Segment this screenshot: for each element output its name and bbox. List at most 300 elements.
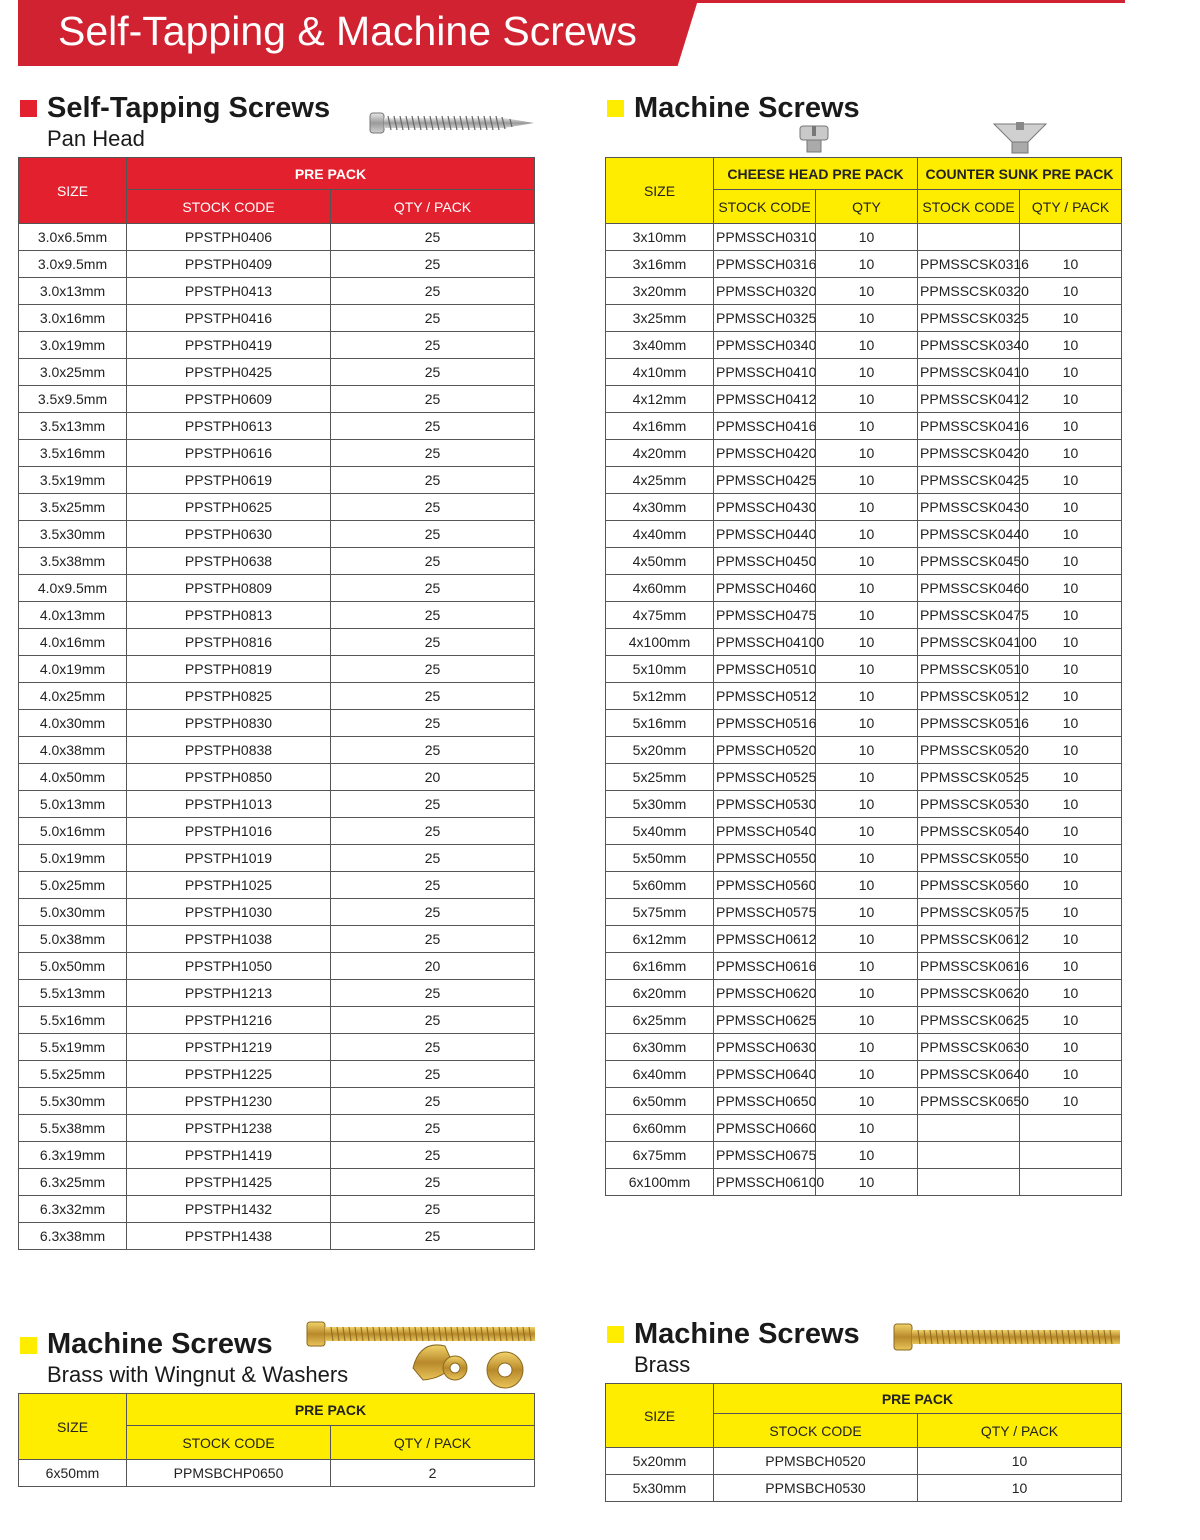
table-cell: PPMSSCH0450 <box>714 548 816 575</box>
table-cell: PPMSSCH0650 <box>714 1088 816 1115</box>
table-cell: 3.0x16mm <box>19 305 127 332</box>
table-cell: 10 <box>1020 440 1122 467</box>
table-cell: PPMSSCSK0460 <box>918 575 1020 602</box>
table-row <box>606 521 1122 548</box>
machine-title: Machine Screws <box>634 92 860 124</box>
table-cell: 10 <box>1020 818 1122 845</box>
table-cell: PPSTPH1038 <box>127 926 331 953</box>
pan-head-screw-image <box>368 108 538 138</box>
table-cell: 4.0x13mm <box>19 602 127 629</box>
table-cell: 4x25mm <box>606 467 714 494</box>
table-cell: PPMSBCH0520 <box>714 1448 918 1475</box>
table-cell: PPMSSCSK0612 <box>918 926 1020 953</box>
table-cell: 10 <box>1020 845 1122 872</box>
table-cell: PPMSSCH0410 <box>714 359 816 386</box>
table-cell: PPSTPH0830 <box>127 710 331 737</box>
table-cell: 5.5x30mm <box>19 1088 127 1115</box>
table-row <box>19 332 535 359</box>
table-cell: PPSTPH0809 <box>127 575 331 602</box>
table-cell: PPMSSCH0640 <box>714 1061 816 1088</box>
self-tapping-table <box>18 157 535 1250</box>
brass-screw-image <box>892 1320 1124 1354</box>
header-pre-pack: PRE PACK <box>714 1384 1122 1414</box>
table-row <box>606 629 1122 656</box>
table-cell: 4x100mm <box>606 629 714 656</box>
table-row <box>606 764 1122 791</box>
table-cell: PPMSSCSK0325 <box>918 305 1020 332</box>
header-size: SIZE <box>19 158 127 224</box>
header-stock-code: STOCK CODE <box>127 1426 331 1460</box>
table-cell: 10 <box>1020 1034 1122 1061</box>
table-row <box>606 1088 1122 1115</box>
table-cell: PPMSSCH0612 <box>714 926 816 953</box>
table-cell: 5.0x30mm <box>19 899 127 926</box>
table-cell: 10 <box>1020 332 1122 359</box>
table-cell: 10 <box>816 386 918 413</box>
table-cell: 5.5x13mm <box>19 980 127 1007</box>
table-cell: PPMSSCSK0410 <box>918 359 1020 386</box>
table-cell: PPMSSCH0660 <box>714 1115 816 1142</box>
table-cell: 5x60mm <box>606 872 714 899</box>
table-row <box>19 683 535 710</box>
table-cell: 5.5x25mm <box>19 1061 127 1088</box>
table-cell: 10 <box>1020 764 1122 791</box>
table-row <box>606 386 1122 413</box>
table-cell: PPMSBCH0530 <box>714 1475 918 1502</box>
table-cell: 10 <box>816 548 918 575</box>
table-cell: 25 <box>331 251 535 278</box>
table-cell: PPMSSCSK0510 <box>918 656 1020 683</box>
table-cell: 5.0x25mm <box>19 872 127 899</box>
table-row <box>19 953 535 980</box>
table-cell: PPSTPH0819 <box>127 656 331 683</box>
table-row <box>19 1223 535 1250</box>
table-cell: 4x16mm <box>606 413 714 440</box>
table-cell: 3.0x6.5mm <box>19 224 127 251</box>
table-cell: 10 <box>816 1169 918 1196</box>
table-row <box>606 305 1122 332</box>
table-cell: PPMSSCH0530 <box>714 791 816 818</box>
table-cell: PPMSSCH0460 <box>714 575 816 602</box>
table-row <box>606 413 1122 440</box>
table-cell: PPMSSCH0560 <box>714 872 816 899</box>
table-cell: 10 <box>1020 710 1122 737</box>
table-cell: 3.5x38mm <box>19 548 127 575</box>
table-cell: PPSTPH0813 <box>127 602 331 629</box>
table-row <box>19 845 535 872</box>
table-cell: PPMSSCH0630 <box>714 1034 816 1061</box>
brass-title: Machine Screws <box>634 1318 860 1350</box>
table-row <box>19 1061 535 1088</box>
table-cell: 10 <box>816 305 918 332</box>
table-cell: PPMSSCH0675 <box>714 1142 816 1169</box>
table-cell: 10 <box>1020 1061 1122 1088</box>
table-cell: PPMSSCSK0650 <box>918 1088 1020 1115</box>
table-cell: 10 <box>1020 1007 1122 1034</box>
table-cell: 5x20mm <box>606 1448 714 1475</box>
table-row <box>19 224 535 251</box>
table-cell: PPSTPH0825 <box>127 683 331 710</box>
table-cell: PPMSSCSK0475 <box>918 602 1020 629</box>
table-row <box>19 1196 535 1223</box>
table-cell: 5.0x16mm <box>19 818 127 845</box>
table-cell: 25 <box>331 494 535 521</box>
table-cell: 10 <box>816 521 918 548</box>
table-cell: 4.0x25mm <box>19 683 127 710</box>
table-cell: PPSTPH0616 <box>127 440 331 467</box>
table-cell: PPMSSCSK0316 <box>918 251 1020 278</box>
table-cell: PPMSSCSK0340 <box>918 332 1020 359</box>
table-cell: 4.0x9.5mm <box>19 575 127 602</box>
table-cell: PPMSSCH0540 <box>714 818 816 845</box>
table-row <box>606 359 1122 386</box>
table-cell: PPMSSCSK0420 <box>918 440 1020 467</box>
table-cell: 3x16mm <box>606 251 714 278</box>
table-cell: 3x25mm <box>606 305 714 332</box>
table-row <box>19 1142 535 1169</box>
table-cell: PPSTPH1216 <box>127 1007 331 1034</box>
header-qty-pack: QTY / PACK <box>331 1426 535 1460</box>
table-cell: 10 <box>918 1475 1122 1502</box>
table-cell: PPSTPH0630 <box>127 521 331 548</box>
table-cell: 25 <box>331 305 535 332</box>
table-row <box>19 548 535 575</box>
table-cell: PPMSSCSK0412 <box>918 386 1020 413</box>
table-cell: 10 <box>816 764 918 791</box>
table-cell: 4x40mm <box>606 521 714 548</box>
table-cell: 10 <box>816 467 918 494</box>
table-cell: PPMSSCH0412 <box>714 386 816 413</box>
brass-wingnut-screw-image <box>305 1318 537 1392</box>
table-cell: PPSTPH1213 <box>127 980 331 1007</box>
table-cell: 5.0x38mm <box>19 926 127 953</box>
table-cell: 25 <box>331 278 535 305</box>
header-counter-sunk: COUNTER SUNK PRE PACK <box>918 158 1122 190</box>
table-cell: 5x40mm <box>606 818 714 845</box>
table-cell: PPMSSCH0425 <box>714 467 816 494</box>
table-cell: 10 <box>816 818 918 845</box>
table-cell: PPMSSCH0340 <box>714 332 816 359</box>
table-cell: PPSTPH1432 <box>127 1196 331 1223</box>
table-cell: 25 <box>331 1169 535 1196</box>
table-cell: PPMSSCSK0616 <box>918 953 1020 980</box>
table-row <box>19 467 535 494</box>
table-cell: 10 <box>1020 575 1122 602</box>
table-row <box>19 818 535 845</box>
table-row <box>19 1034 535 1061</box>
table-cell: 3x20mm <box>606 278 714 305</box>
table-cell: 10 <box>1020 359 1122 386</box>
table-cell: 4.0x50mm <box>19 764 127 791</box>
table-cell: 25 <box>331 1034 535 1061</box>
table-cell: PPMSSCH0510 <box>714 656 816 683</box>
table-cell: 25 <box>331 1088 535 1115</box>
table-cell: PPMSSCH0516 <box>714 710 816 737</box>
table-row <box>19 1115 535 1142</box>
table-cell: 5.5x19mm <box>19 1034 127 1061</box>
table-row <box>19 278 535 305</box>
table-cell: PPMSSCSK0620 <box>918 980 1020 1007</box>
brass-wingnut-subtitle: Brass with Wingnut & Washers <box>47 1362 349 1387</box>
table-cell: 5.5x38mm <box>19 1115 127 1142</box>
table-row <box>606 251 1122 278</box>
table-cell <box>1020 1115 1122 1142</box>
table-cell: 3.0x13mm <box>19 278 127 305</box>
table-cell: 25 <box>331 1142 535 1169</box>
table-cell: 5x10mm <box>606 656 714 683</box>
table-row <box>606 980 1122 1007</box>
table-cell: 10 <box>816 251 918 278</box>
table-cell: PPSTPH0625 <box>127 494 331 521</box>
table-cell: 25 <box>331 440 535 467</box>
table-row <box>606 1007 1122 1034</box>
table-row <box>606 845 1122 872</box>
table-cell: PPMSSCH0440 <box>714 521 816 548</box>
table-cell: 10 <box>816 602 918 629</box>
table-cell: 3.0x19mm <box>19 332 127 359</box>
table-cell: 3.5x19mm <box>19 467 127 494</box>
table-row <box>606 278 1122 305</box>
header-qty-pack: QTY / PACK <box>918 1414 1122 1448</box>
table-cell: PPMSSCH0316 <box>714 251 816 278</box>
table-cell: 6.3x32mm <box>19 1196 127 1223</box>
table-cell: PPMSSCSK0560 <box>918 872 1020 899</box>
table-cell: 4.0x30mm <box>19 710 127 737</box>
table-cell: 25 <box>331 656 535 683</box>
table-row <box>19 521 535 548</box>
table-cell: 10 <box>1020 683 1122 710</box>
table-cell: PPMSSCSK0550 <box>918 845 1020 872</box>
table-cell: PPMSSCH0416 <box>714 413 816 440</box>
header-size: SIZE <box>606 158 714 224</box>
header-cheese-head: CHEESE HEAD PRE PACK <box>714 158 918 190</box>
table-cell: 10 <box>816 980 918 1007</box>
table-cell: 25 <box>331 629 535 656</box>
table-cell: 10 <box>918 1448 1122 1475</box>
table-cell: 10 <box>816 1061 918 1088</box>
table-row <box>606 332 1122 359</box>
table-cell: PPMSSCH0550 <box>714 845 816 872</box>
header-qty-pack: QTY / PACK <box>331 190 535 224</box>
table-row <box>606 494 1122 521</box>
table-cell: 5.5x16mm <box>19 1007 127 1034</box>
table-cell: 10 <box>816 413 918 440</box>
table-cell: PPMSSCH0616 <box>714 953 816 980</box>
table-cell: 10 <box>1020 629 1122 656</box>
table-cell: 6x40mm <box>606 1061 714 1088</box>
table-cell <box>918 1142 1020 1169</box>
table-cell: 2 <box>331 1460 535 1487</box>
header-stock-code-2: STOCK CODE <box>918 190 1020 224</box>
header-rule <box>690 0 1125 3</box>
table-cell: 25 <box>331 980 535 1007</box>
table-cell: 10 <box>1020 899 1122 926</box>
table-cell: 10 <box>816 224 918 251</box>
table-cell: PPSTPH0609 <box>127 386 331 413</box>
table-cell: PPSTPH0850 <box>127 764 331 791</box>
brass-subtitle: Brass <box>634 1352 691 1377</box>
table-cell: 25 <box>331 818 535 845</box>
table-row <box>606 602 1122 629</box>
table-row <box>19 386 535 413</box>
table-cell: PPMSSCSK0540 <box>918 818 1020 845</box>
table-cell: 6x60mm <box>606 1115 714 1142</box>
table-row <box>19 359 535 386</box>
table-cell: PPSTPH1030 <box>127 899 331 926</box>
brass-table <box>605 1383 1122 1502</box>
table-cell: PPSTPH1025 <box>127 872 331 899</box>
table-row <box>19 629 535 656</box>
table-row <box>19 440 535 467</box>
header-pre-pack: PRE PACK <box>127 158 535 190</box>
table-cell: 25 <box>331 1007 535 1034</box>
table-row <box>19 575 535 602</box>
table-cell: PPMSBCHP0650 <box>127 1460 331 1487</box>
table-cell: 25 <box>331 575 535 602</box>
table-cell: PPSTPH0413 <box>127 278 331 305</box>
table-row <box>19 1007 535 1034</box>
table-cell: 5x12mm <box>606 683 714 710</box>
table-row <box>19 872 535 899</box>
table-cell: PPMSSCH0310 <box>714 224 816 251</box>
table-cell <box>1020 1169 1122 1196</box>
table-cell: 25 <box>331 602 535 629</box>
table-cell: PPMSSCH0512 <box>714 683 816 710</box>
table-cell: PPSTPH0409 <box>127 251 331 278</box>
table-cell: PPMSSCH0575 <box>714 899 816 926</box>
table-cell: 4x30mm <box>606 494 714 521</box>
table-cell: PPSTPH0425 <box>127 359 331 386</box>
table-row <box>606 1448 1122 1475</box>
table-cell: PPSTPH1013 <box>127 791 331 818</box>
table-cell: PPMSSCH04100 <box>714 629 816 656</box>
table-cell: PPMSSCH06100 <box>714 1169 816 1196</box>
table-cell: 3.5x30mm <box>19 521 127 548</box>
table-cell: 5x50mm <box>606 845 714 872</box>
table-cell: 25 <box>331 359 535 386</box>
table-cell: PPSTPH0613 <box>127 413 331 440</box>
header-qty: QTY <box>816 190 918 224</box>
table-cell: PPMSSCSK0430 <box>918 494 1020 521</box>
table-cell: PPSTPH1238 <box>127 1115 331 1142</box>
table-cell: 5x20mm <box>606 737 714 764</box>
table-cell <box>918 1115 1020 1142</box>
table-row <box>606 818 1122 845</box>
table-row <box>606 440 1122 467</box>
table-cell: PPSTPH1050 <box>127 953 331 980</box>
table-cell: 10 <box>1020 953 1122 980</box>
header-stock-code: STOCK CODE <box>714 190 816 224</box>
table-cell: PPMSSCSK0440 <box>918 521 1020 548</box>
table-cell: PPMSSCSK0516 <box>918 710 1020 737</box>
table-cell: 10 <box>816 872 918 899</box>
table-cell: PPSTPH0419 <box>127 332 331 359</box>
table-cell: PPMSSCH0475 <box>714 602 816 629</box>
table-cell: 10 <box>816 440 918 467</box>
header-size: SIZE <box>19 1394 127 1460</box>
table-cell: 25 <box>331 1061 535 1088</box>
table-cell: 3.5x25mm <box>19 494 127 521</box>
table-cell: PPSTPH1019 <box>127 845 331 872</box>
table-cell: 4x50mm <box>606 548 714 575</box>
table-row <box>606 1142 1122 1169</box>
table-row <box>606 467 1122 494</box>
table-row <box>606 953 1122 980</box>
table-cell: 10 <box>816 1088 918 1115</box>
table-row <box>19 764 535 791</box>
table-cell: PPSTPH0638 <box>127 548 331 575</box>
table-cell: PPMSSCH0520 <box>714 737 816 764</box>
table-row <box>606 872 1122 899</box>
table-cell: 4x60mm <box>606 575 714 602</box>
table-cell: PPMSSCH0525 <box>714 764 816 791</box>
table-cell: PPMSSCSK0625 <box>918 1007 1020 1034</box>
table-row <box>19 899 535 926</box>
table-cell <box>1020 224 1122 251</box>
table-row <box>606 1475 1122 1502</box>
table-cell: 10 <box>816 656 918 683</box>
section-marker-brass <box>607 1326 624 1343</box>
table-cell: PPMSSCSK0520 <box>918 737 1020 764</box>
table-cell: 4x12mm <box>606 386 714 413</box>
table-cell: 10 <box>816 359 918 386</box>
table-cell: 3x40mm <box>606 332 714 359</box>
table-cell: 25 <box>331 386 535 413</box>
table-cell: 25 <box>331 683 535 710</box>
table-cell: 3.0x9.5mm <box>19 251 127 278</box>
table-cell: PPMSSCH0620 <box>714 980 816 1007</box>
section-marker-brass-wingnut <box>20 1337 37 1354</box>
table-cell: 25 <box>331 413 535 440</box>
table-cell: PPMSSCH0625 <box>714 1007 816 1034</box>
table-cell: 6x50mm <box>606 1088 714 1115</box>
self-tapping-subtitle: Pan Head <box>47 126 145 151</box>
table-cell: 25 <box>331 845 535 872</box>
brass-wingnut-title: Machine Screws <box>47 1328 273 1360</box>
table-cell: 10 <box>1020 413 1122 440</box>
table-cell <box>918 1169 1020 1196</box>
table-cell: 10 <box>816 710 918 737</box>
table-cell: 10 <box>1020 791 1122 818</box>
table-cell: 5x25mm <box>606 764 714 791</box>
table-cell: 6.3x19mm <box>19 1142 127 1169</box>
table-row <box>606 1034 1122 1061</box>
table-cell: 25 <box>331 1196 535 1223</box>
table-cell: 10 <box>1020 737 1122 764</box>
table-cell: 3.5x16mm <box>19 440 127 467</box>
table-cell: PPMSSCSK0450 <box>918 548 1020 575</box>
table-cell: 10 <box>816 575 918 602</box>
table-cell: 10 <box>816 1034 918 1061</box>
table-cell: PPSTPH0816 <box>127 629 331 656</box>
table-cell: 5x75mm <box>606 899 714 926</box>
table-cell: PPMSSCSK0512 <box>918 683 1020 710</box>
table-cell: 10 <box>1020 251 1122 278</box>
table-cell: 10 <box>1020 656 1122 683</box>
table-cell: 10 <box>1020 305 1122 332</box>
table-row <box>19 926 535 953</box>
table-row <box>19 791 535 818</box>
table-row <box>606 1169 1122 1196</box>
table-cell: PPSTPH1419 <box>127 1142 331 1169</box>
table-cell: 10 <box>816 791 918 818</box>
table-cell <box>918 224 1020 251</box>
table-cell: 10 <box>1020 872 1122 899</box>
table-cell: 10 <box>1020 386 1122 413</box>
table-cell: 10 <box>1020 1088 1122 1115</box>
header-size: SIZE <box>606 1384 714 1448</box>
header-stock-code: STOCK CODE <box>127 190 331 224</box>
